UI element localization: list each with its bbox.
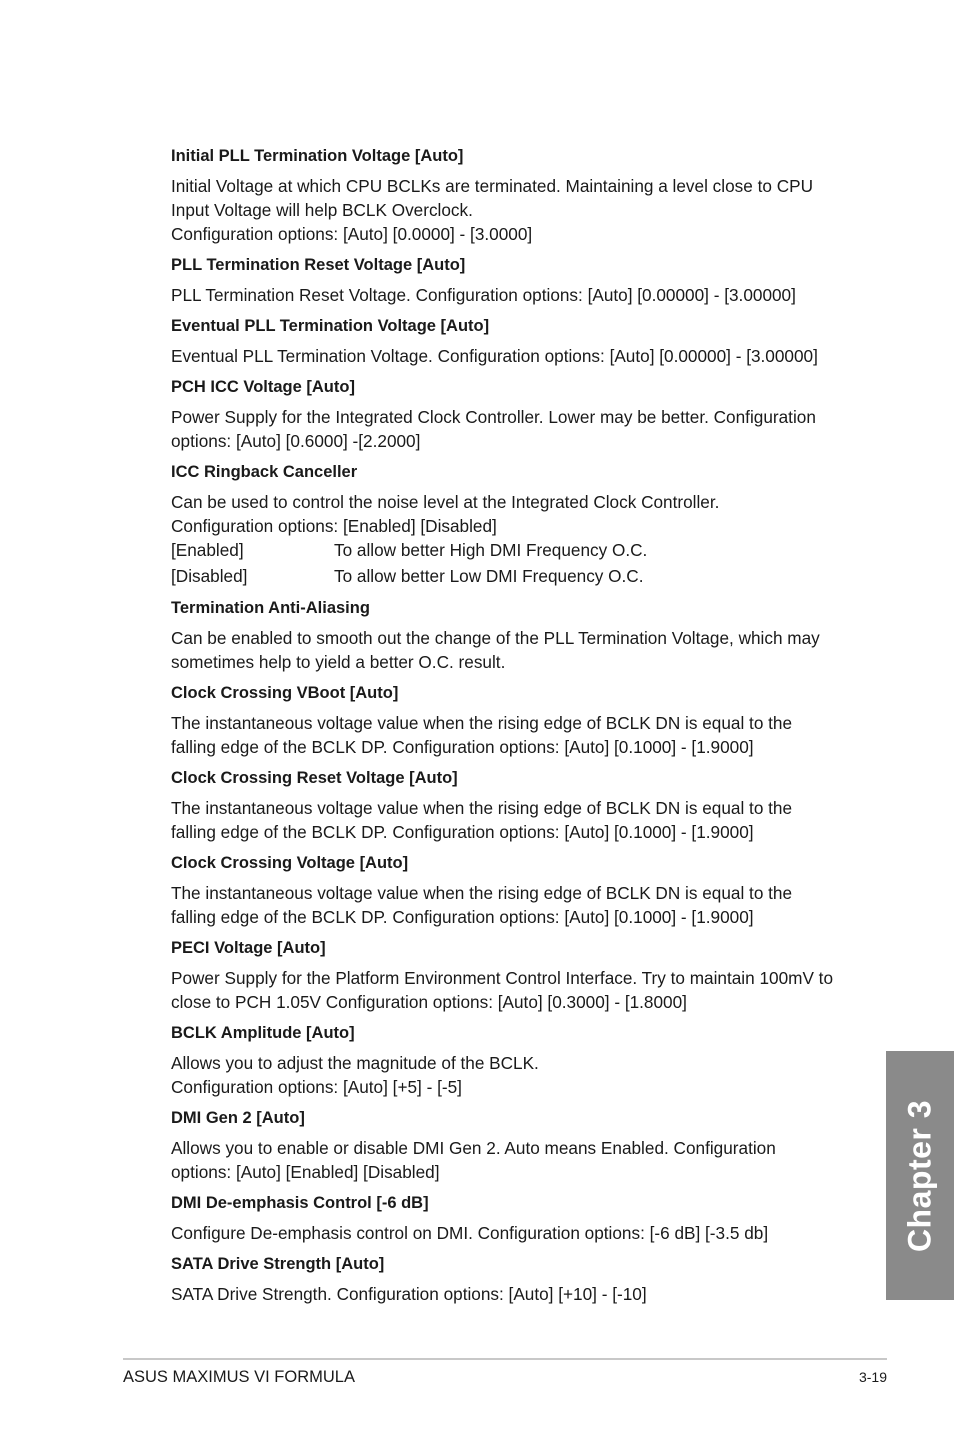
setting-description: Eventual PLL Termination Voltage. Configuration options: [Auto] [0.00000] - [3.00000] bbox=[171, 346, 818, 366]
option-value: To allow better High DMI Frequency O.C. bbox=[334, 540, 648, 560]
setting-item bbox=[171, 682, 851, 759]
setting-item bbox=[171, 376, 851, 453]
option-value: To allow better Low DMI Frequency O.C. bbox=[334, 565, 644, 586]
footer-product-name: ASUS MAXIMUS VI FORMULA bbox=[123, 1368, 355, 1386]
chapter-side-tab bbox=[886, 1051, 954, 1300]
setting-title: Termination Anti-Aliasing bbox=[171, 599, 370, 617]
setting-item bbox=[171, 315, 851, 368]
setting-title: DMI De-emphasis Control [-6 dB] bbox=[171, 1194, 429, 1212]
setting-item bbox=[171, 937, 851, 1014]
setting-description: The instantaneous voltage value when the rising edge of BCLK DN is equal to the falling edge of the BCLK DP. Configuration options: [Auto] [0.1000] - [1.9000] bbox=[171, 798, 793, 842]
setting-description: The instantaneous voltage value when the rising edge of BCLK DN is equal to the falling edge of the BCLK DP. Configuration options: [Auto] [0.1000] - [1.9000] bbox=[171, 883, 793, 927]
setting-description: Configure De-emphasis control on DMI. Configuration options: [-6 dB] [-3.5 db] bbox=[171, 1223, 769, 1243]
setting-description: Allows you to enable or disable DMI Gen 2. Auto means Enabled. Configuration options: [Auto] [Enabled] [Disabled] bbox=[171, 1138, 776, 1182]
setting-item bbox=[171, 852, 851, 929]
setting-item bbox=[171, 145, 851, 246]
setting-title: PLL Termination Reset Voltage [Auto] bbox=[171, 256, 466, 274]
option-row bbox=[171, 538, 851, 564]
setting-item bbox=[171, 1022, 851, 1099]
setting-description: Can be enabled to smooth out the change of the PLL Termination Voltage, which may sometimes help to yield a better O.C. result. bbox=[171, 628, 820, 672]
setting-title: DMI Gen 2 [Auto] bbox=[171, 1109, 305, 1127]
setting-item bbox=[171, 461, 851, 589]
setting-description: The instantaneous voltage value when the rising edge of BCLK DN is equal to the falling edge of the BCLK DP. Configuration options: [Auto] [0.1000] - [1.9000] bbox=[171, 713, 793, 757]
setting-item bbox=[171, 254, 851, 307]
setting-title: PCH ICC Voltage [Auto] bbox=[171, 378, 355, 396]
option-key: [Disabled] bbox=[171, 565, 248, 586]
setting-title: Initial PLL Termination Voltage [Auto] bbox=[171, 147, 464, 165]
setting-description: Power Supply for the Platform Environment Control Interface. Try to maintain 100mV to close to PCH 1.05V Configuration options: [Auto] [0.3000] - [1.8000] bbox=[171, 968, 834, 1012]
setting-item bbox=[171, 597, 851, 674]
footer-divider bbox=[123, 1358, 887, 1360]
setting-description: Initial Voltage at which CPU BCLKs are terminated. Maintaining a level close to CPU Input Voltage will help BCLK Overclock. Configuration options: [Auto] [0.0000] - [3.0000] bbox=[171, 176, 813, 244]
setting-title: Clock Crossing VBoot [Auto] bbox=[171, 684, 399, 702]
setting-title: SATA Drive Strength [Auto] bbox=[171, 1255, 385, 1273]
chapter-label: Chapter 3 bbox=[901, 1099, 938, 1252]
manual-content bbox=[171, 145, 851, 1314]
setting-description: Allows you to adjust the magnitude of the BCLK. Configuration options: [Auto] [+5] - [-5] bbox=[171, 1053, 539, 1097]
setting-item bbox=[171, 1192, 851, 1245]
setting-item bbox=[171, 767, 851, 844]
setting-title: Clock Crossing Voltage [Auto] bbox=[171, 854, 409, 872]
setting-item bbox=[171, 1253, 851, 1306]
setting-description: PLL Termination Reset Voltage. Configuration options: [Auto] [0.00000] - [3.00000] bbox=[171, 285, 796, 305]
setting-title: BCLK Amplitude [Auto] bbox=[171, 1024, 355, 1042]
setting-description: Power Supply for the Integrated Clock Controller. Lower may be better. Configuration options: [Auto] [0.6000] -[2.2000] bbox=[171, 407, 816, 451]
setting-item bbox=[171, 1107, 851, 1184]
setting-title: PECI Voltage [Auto] bbox=[171, 939, 326, 957]
setting-title: ICC Ringback Canceller bbox=[171, 463, 358, 481]
setting-description: SATA Drive Strength. Configuration options: [Auto] [+10] - [-10] bbox=[171, 1284, 647, 1304]
setting-description: Can be used to control the noise level at the Integrated Clock Controller. Configuration options: [Enabled] [Disabled] bbox=[171, 492, 720, 536]
option-key: [Enabled] bbox=[171, 540, 244, 560]
setting-title: Clock Crossing Reset Voltage [Auto] bbox=[171, 769, 458, 787]
option-row bbox=[171, 564, 851, 590]
setting-title: Eventual PLL Termination Voltage [Auto] bbox=[171, 317, 490, 335]
footer-page-number: 3-19 bbox=[858, 1369, 887, 1385]
